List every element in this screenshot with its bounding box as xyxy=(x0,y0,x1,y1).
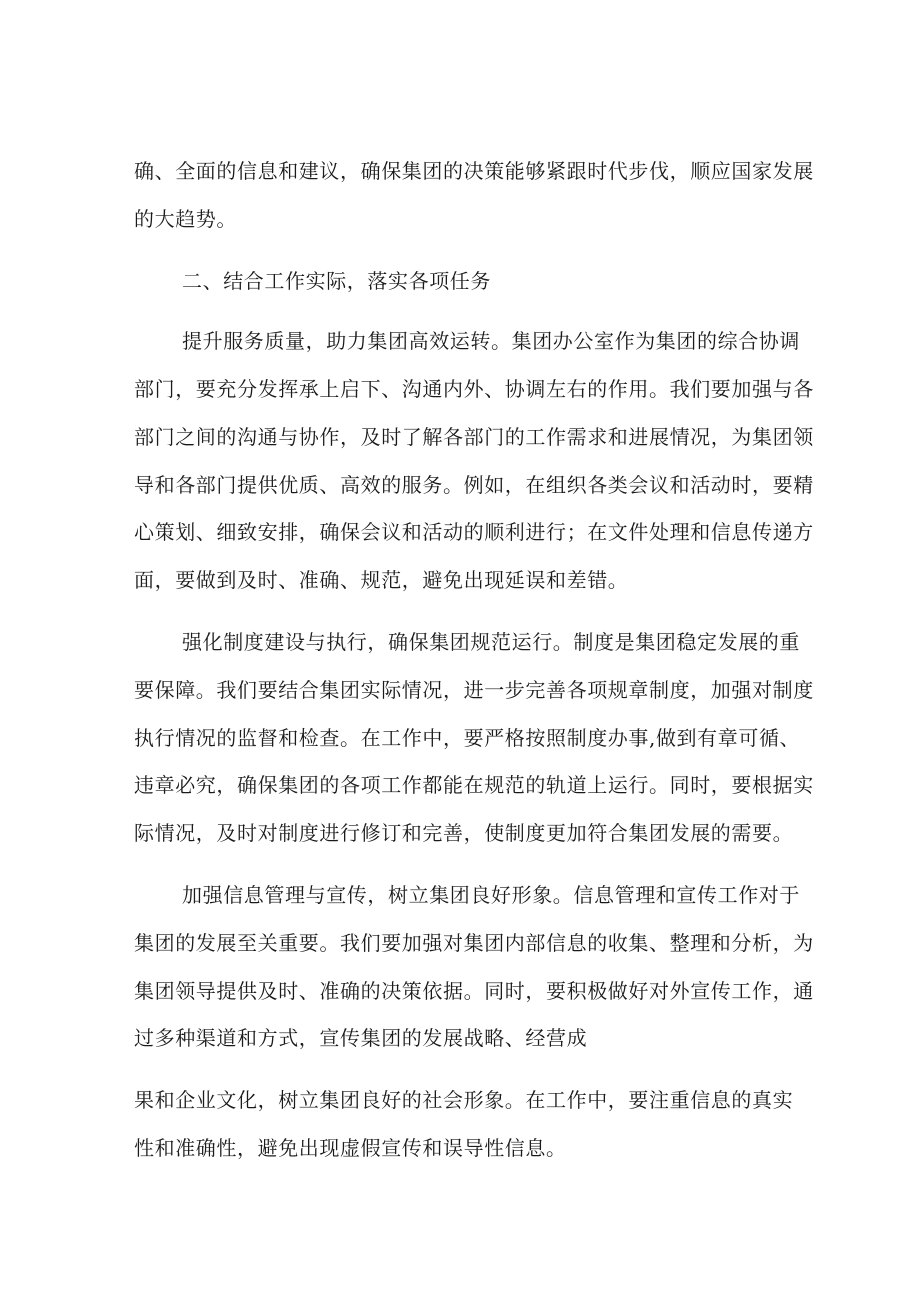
text-line: 部门，要充分发挥承上启下、沟通内外、协调左右的作用。我们要加强与各 xyxy=(134,377,814,401)
text-line: 确、全面的信息和建议，确保集团的决策能够紧跟时代步伐，顺应国家发展 xyxy=(134,159,814,183)
text-line: 果和企业文化，树立集团良好的社会形象。在工作中，要注重信息的真实 xyxy=(134,1088,794,1112)
text-line: 强化制度建设与执行，确保集团规范运行。制度是集团稳定发展的重 xyxy=(182,630,800,654)
text-line: 违章必究，确保集团的各项工作都能在规范的轨道上运行。同时，要根据实 xyxy=(134,773,814,797)
text-line: 部门之间的沟通与协作，及时了解各部门的工作需求和进展情况，为集团领 xyxy=(134,425,814,449)
text-line: 面，要做到及时、准确、规范，避免出现延误和差错。 xyxy=(134,568,629,592)
section-heading: 二、结合工作实际，落实各项任务 xyxy=(182,269,491,293)
text-line: 导和各部门提供优质、高效的服务。例如，在组织各类会议和活动时，要精 xyxy=(134,473,814,497)
text-line: 际情况，及时对制度进行修订和完善，使制度更加符合集团发展的需要。 xyxy=(134,821,794,845)
text-line: 加强信息管理与宣传，树立集团良好形象。信息管理和宣传工作对于 xyxy=(182,883,800,907)
text-line: 心策划、细致安排，确保会议和活动的顺利进行；在文件处理和信息传递方 xyxy=(134,520,814,544)
text-line: 的大趋势。 xyxy=(134,207,237,231)
text-line: 过多种渠道和方式，宣传集团的发展战略、经营成 xyxy=(134,1026,588,1050)
text-line: 集团的发展至关重要。我们要加强对集团内部信息的收集、整理和分析，为 xyxy=(134,931,814,955)
text-line: 执行情况的监督和检查。在工作中，要严格按照制度办事,做到有章可循、 xyxy=(134,726,801,750)
text-line: 提升服务质量，助力集团高效运转。集团办公室作为集团的综合协调 xyxy=(182,329,800,353)
text-line: 性和准确性，避免出现虚假宣传和误导性信息。 xyxy=(134,1136,567,1160)
text-line: 要保障。我们要结合集团实际情况，进一步完善各项规章制度，加强对制度 xyxy=(134,678,814,702)
text-line: 集团领导提供及时、准确的决策依据。同时，要积极做好对外宣传工作，通 xyxy=(134,979,814,1003)
